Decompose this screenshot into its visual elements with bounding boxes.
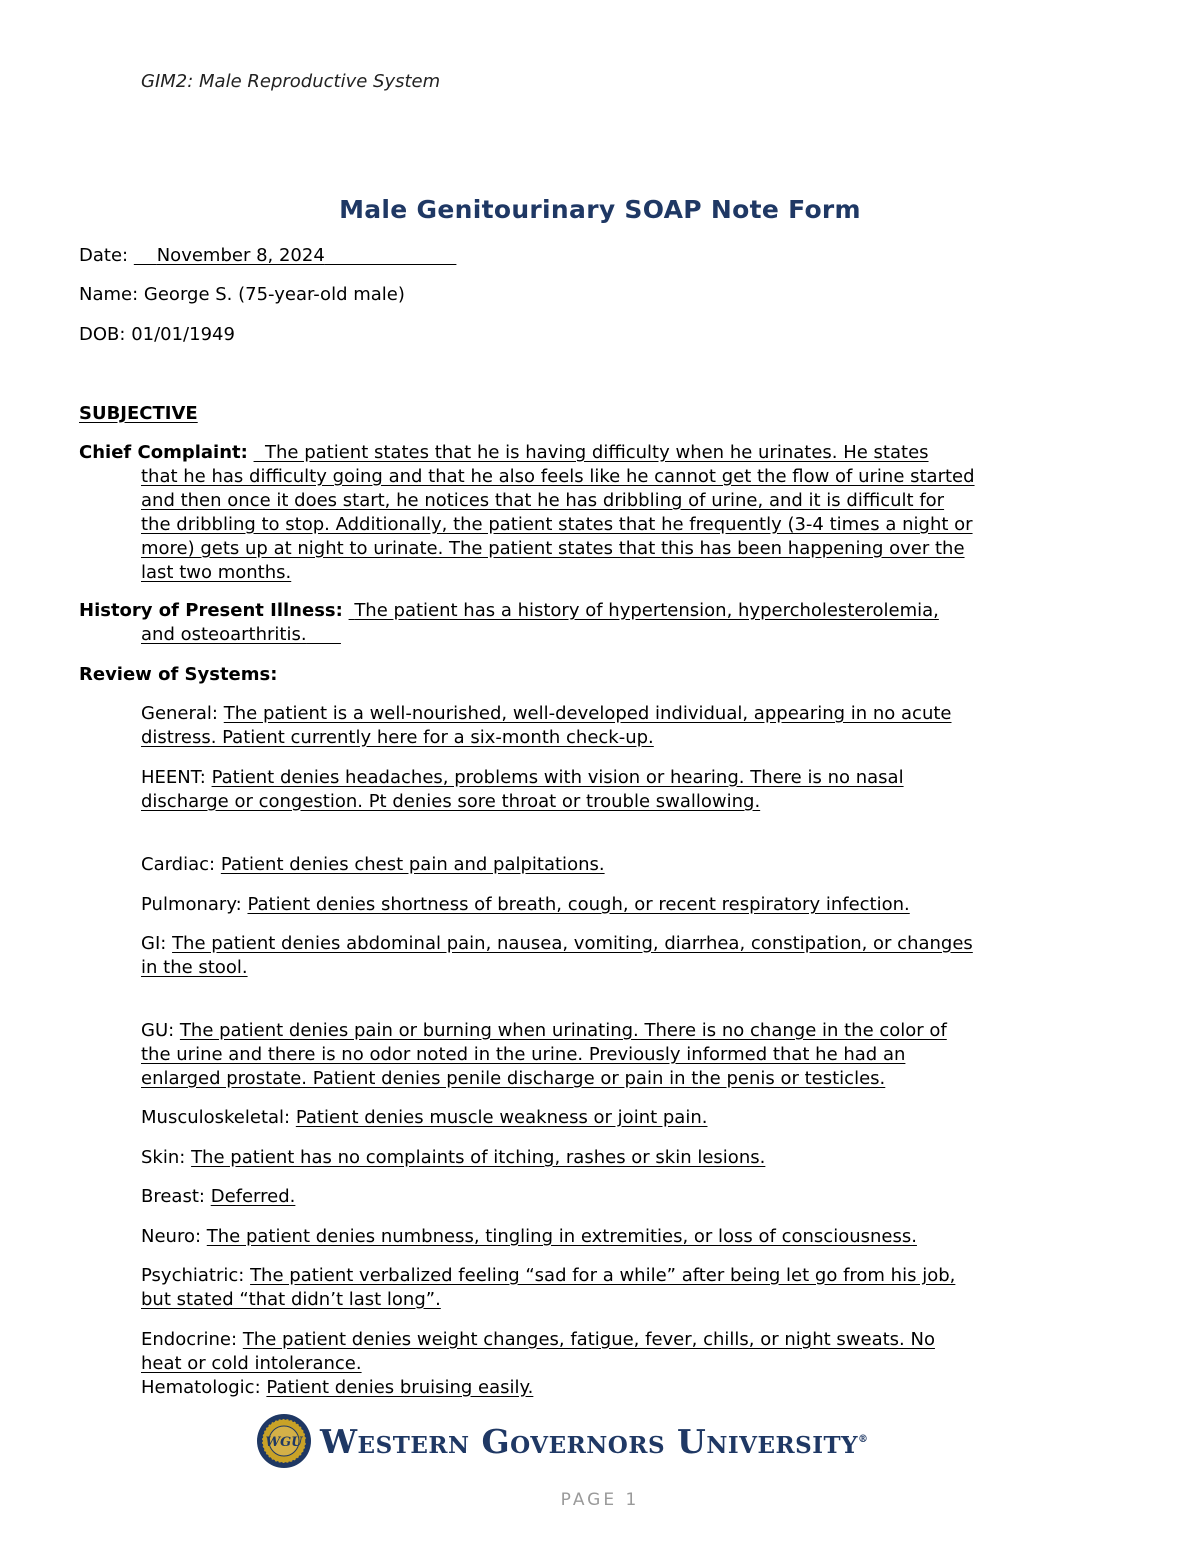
ros-text: Patient denies muscle weakness or joint pain. <box>295 1107 708 1128</box>
ros-item <box>141 1146 1071 1170</box>
ros-label: GI: <box>141 933 167 954</box>
ros-text-continued: the urine and there is no odor noted in the urine. Previously informed that he had an <box>141 1044 906 1065</box>
chief-complaint-continued <box>79 465 1069 585</box>
hpi-label: History of Present Illness: <box>79 600 343 621</box>
ros-text: The patient denies numbness, tingling in extremities, or loss of consciousness. <box>206 1226 917 1247</box>
seal-text: WGU <box>265 1435 303 1450</box>
date-value: November 8, 2024 <box>156 245 325 266</box>
form-title: Male Genitourinary SOAP Note Form <box>339 195 861 224</box>
ros-label: General: <box>141 703 219 724</box>
ros-item <box>141 1019 1071 1091</box>
ros-item <box>141 1225 1071 1249</box>
ros-label: Pulmonary: <box>141 894 242 915</box>
ros-text: The patient denies weight changes, fatigue, fever, chills, or night sweats. No <box>242 1329 935 1350</box>
ros-text: Patient denies shortness of breath, cough, or recent respiratory infection. <box>247 894 910 915</box>
dob-label: DOB: <box>79 324 126 345</box>
date-row <box>79 244 456 268</box>
ros-item <box>141 1264 1071 1312</box>
hpi-continued: and osteoarthritis. <box>141 624 307 645</box>
ros-label: Breast: <box>141 1186 205 1207</box>
name-label: Name: <box>79 284 139 305</box>
ros-item <box>141 1106 1071 1130</box>
ros-text: The patient has no complaints of itching, rashes or skin lesions. <box>191 1147 766 1168</box>
dob-row <box>79 323 235 347</box>
ros-item <box>141 1185 1071 1209</box>
ros-text: Deferred. <box>210 1186 296 1207</box>
subjective-heading: SUBJECTIVE <box>79 403 198 424</box>
history-present-illness <box>79 599 1069 647</box>
registered-mark: ® <box>858 1433 869 1445</box>
chief-complaint-line: that he has difficulty going and that he also feels like he cannot get the flow of urine started <box>141 466 975 487</box>
ros-heading: Review of Systems: <box>79 664 278 685</box>
university-name <box>320 1422 869 1461</box>
chief-complaint-line: the dribbling to stop. Additionally, the patient states that he frequently (3-4 times a night or <box>141 514 973 535</box>
ros-item <box>141 766 1071 814</box>
ros-text: Patient denies chest pain and palpitations. <box>220 854 605 875</box>
chief-complaint-line: and then once it does start, he notices that he has dribbling of urine, and it is difficult for <box>141 490 945 511</box>
ros-text: The patient verbalized feeling “sad for a while” after being let go from his job, <box>250 1265 956 1286</box>
chief-complaint-text: The patient states that he is having difficulty when he urinates. He states <box>265 442 929 463</box>
ros-label: Cardiac: <box>141 854 216 875</box>
ros-label: Endocrine: <box>141 1329 238 1350</box>
name-value: George S. (75-year-old male) <box>143 284 405 305</box>
ros-text-continued: distress. Patient currently here for a six-month check-up. <box>141 727 654 748</box>
ros-text: The patient denies abdominal pain, nausea, vomiting, diarrhea, constipation, or changes <box>172 933 973 954</box>
ros-item <box>141 702 1071 750</box>
university-name-text: Western Governors University <box>320 1421 859 1461</box>
ros-text: Patient denies bruising easily. <box>266 1377 534 1398</box>
ros-item <box>141 853 1071 877</box>
ros-item <box>141 1376 1071 1400</box>
ros-text: The patient is a well-nourished, well-developed individual, appearing in no acute <box>223 703 952 724</box>
ros-text-continued: enlarged prostate. Patient denies penile discharge or pain in the penis or testicles. <box>141 1068 886 1089</box>
page-number: PAGE 1 <box>560 1490 640 1510</box>
ros-text-continued: heat or cold intolerance. <box>141 1353 362 1374</box>
wgu-seal-icon <box>256 1413 312 1469</box>
ros-label: GU: <box>141 1020 175 1041</box>
ros-text-continued: but stated “that didn’t last long”. <box>141 1289 441 1310</box>
chief-complaint-line: last two months. <box>141 562 292 583</box>
chief-complaint-label: Chief Complaint: <box>79 442 248 463</box>
ros-item <box>141 1328 1071 1376</box>
ros-text-continued: discharge or congestion. Pt denies sore throat or trouble swallowing. <box>141 791 761 812</box>
ros-label: HEENT: <box>141 767 206 788</box>
date-label: Date: <box>79 245 129 266</box>
ros-label: Hematologic: <box>141 1377 261 1398</box>
dob-value: 01/01/1949 <box>131 324 235 345</box>
ros-label: Musculoskeletal: <box>141 1107 291 1128</box>
ros-item <box>141 893 1071 917</box>
hpi-text: The patient has a history of hypertension, hypercholesterolemia, <box>354 600 939 621</box>
ros-text: The patient denies pain or burning when urinating. There is no change in the color of <box>179 1020 947 1041</box>
chief-complaint-line: more) gets up at night to urinate. The patient states that this has been happening over the <box>141 538 965 559</box>
name-row <box>79 283 405 307</box>
ros-label: Skin: <box>141 1147 186 1168</box>
chief-complaint <box>79 441 1069 585</box>
ros-item <box>141 932 1071 980</box>
ros-text-continued: in the stool. <box>141 957 248 978</box>
ros-label: Neuro: <box>141 1226 202 1247</box>
course-header: GIM2: Male Reproductive System <box>141 71 441 92</box>
ros-text: Patient denies headaches, problems with vision or hearing. There is no nasal <box>211 767 904 788</box>
ros-label: Psychiatric: <box>141 1265 245 1286</box>
wgu-logo <box>256 1413 869 1469</box>
